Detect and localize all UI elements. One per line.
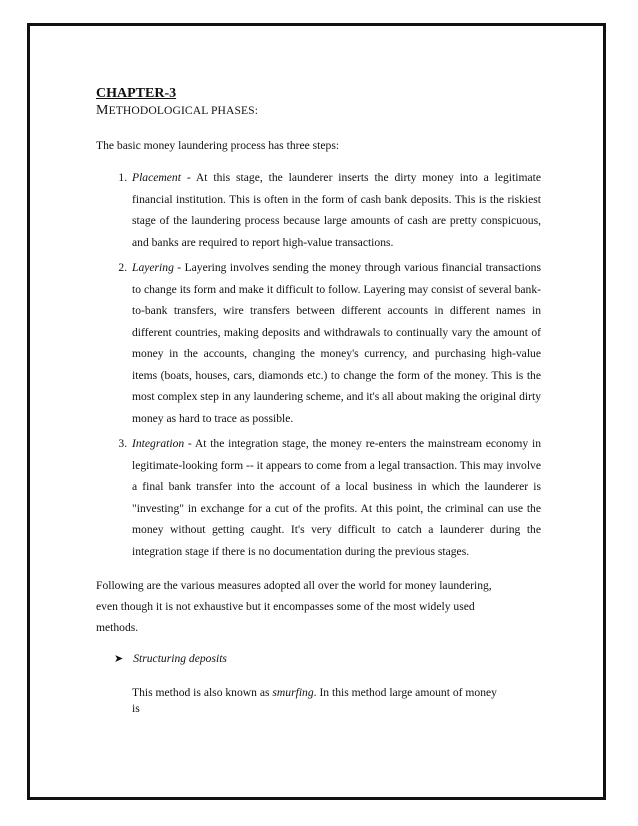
arrow-bullet-icon: ➤: [114, 652, 124, 665]
step-term: Placement: [132, 171, 181, 184]
step-text: - At the integration stage, the money re-enters the mainstream economy in legitimate-looking form -- it appears to come from a legal transaction. This may involve a final bank transfer into the account of a local business in which the launderer is "investing" in exchange for a cut of the profits. At this point, the criminal can use the money without getting caught. It's very difficult to catch a launderer during the integration stage if there is no documentation during the previous stages.: [132, 437, 541, 558]
document-body: [96, 86, 541, 717]
section-title: [96, 104, 541, 118]
steps-list: [96, 167, 541, 562]
following-paragraph: Following are the various measures adopted all over the world for money laundering, even though it is not exhaustive but it encompasses some of the most widely used methods.: [96, 579, 492, 634]
method-text-before: This method is also known as: [132, 686, 273, 699]
intro-paragraph: The basic money laundering process has three steps:: [96, 139, 340, 152]
step-term: Integration: [132, 437, 185, 450]
chapter-title: CHAPTER-3: [96, 86, 177, 101]
bullet-label: Structuring deposits: [133, 652, 227, 665]
step-layering: [130, 257, 541, 429]
step-text: - Layering involves sending the money through various financial transactions to change its form and make it difficult to follow. Layering may consist of several bank-to-bank transfers, wire transfers between different accounts in different names in different countries, making deposits and withdrawals to continually vary the amount of money in the accounts, changing the money's currency, and purchasing high-value items (boats, houses, cars, diamonds etc.) to change the form of the money. This is the most complex step in any laundering scheme, and it's all about making the original dirty money as hard to trace as possible.: [132, 261, 541, 425]
method-text-after: . In this method large amount of money is: [132, 686, 497, 715]
section-title-rest: ETHODOLOGICAL PHASES:: [108, 104, 259, 117]
section-title-initial: M: [96, 103, 109, 118]
bullet-structuring-deposits: [114, 652, 541, 665]
step-text: - At this stage, the launderer inserts the dirty money into a legitimate financial institution. This is often in the form of cash bank deposits. This is the riskiest stage of the laundering process because large amounts of cash are pretty conspicuous, and banks are required to report high-value transactions.: [132, 171, 541, 249]
step-placement: [130, 167, 541, 253]
step-integration: [130, 433, 541, 562]
method-term: smurfing: [272, 686, 314, 699]
method-paragraph: [132, 685, 502, 717]
step-term: Layering: [132, 261, 174, 274]
